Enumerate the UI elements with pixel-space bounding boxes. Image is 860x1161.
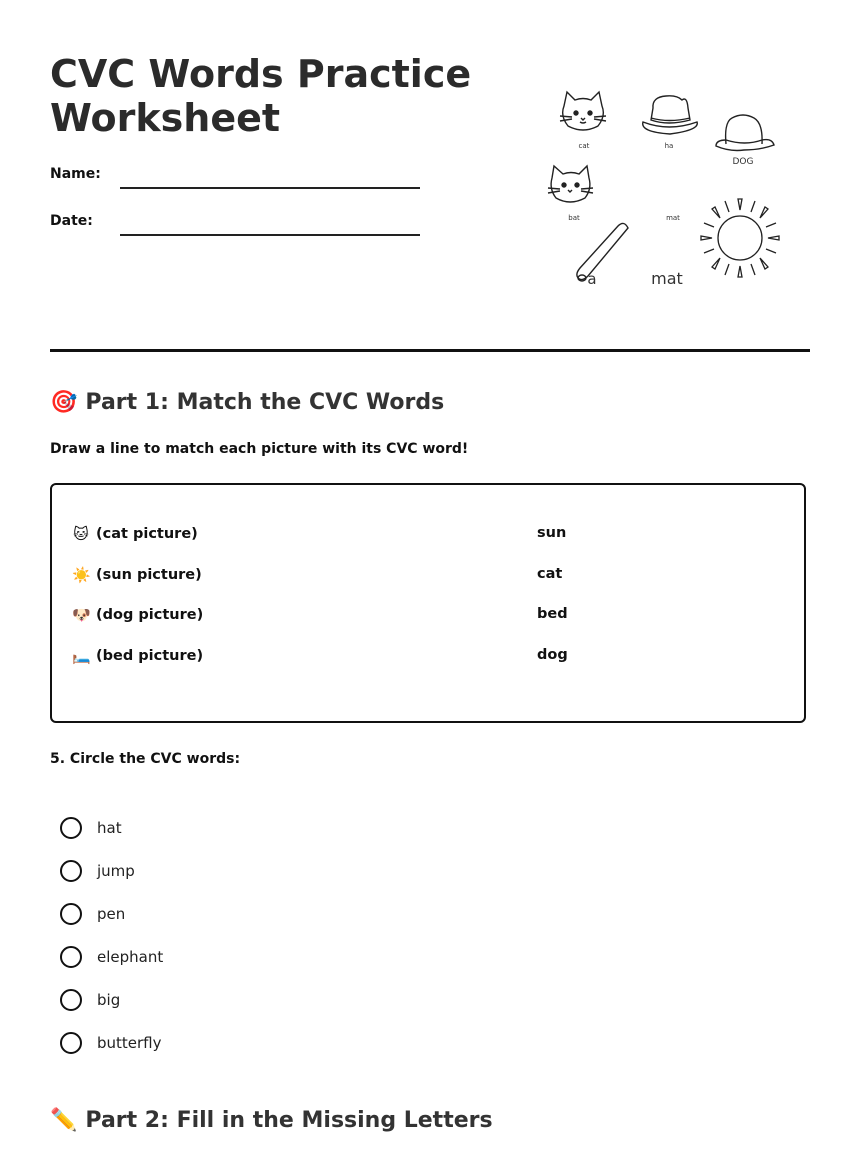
- hat-icon: [643, 96, 698, 134]
- option-elephant[interactable]: [60, 946, 163, 968]
- option-hat[interactable]: [60, 817, 122, 839]
- option-label: jump: [97, 862, 135, 880]
- part1-heading: [50, 390, 444, 415]
- bat-icon: [577, 223, 628, 281]
- option-label: hat: [97, 819, 122, 837]
- bucket-hat-icon: [716, 115, 774, 151]
- option-big[interactable]: [60, 989, 120, 1011]
- option-label: elephant: [97, 948, 164, 966]
- illus-label-mat-small: mat: [666, 214, 680, 222]
- dog-face-icon: 🐶: [72, 606, 91, 624]
- radio-circle[interactable]: [60, 989, 82, 1011]
- radio-circle[interactable]: [60, 860, 82, 882]
- worksheet-title: [50, 52, 490, 140]
- part1-instruction: Draw a line to match each picture with its CVC word!: [50, 441, 469, 457]
- cat-face-icon: 🐱: [73, 525, 89, 543]
- pencil-icon: ✏️: [50, 1107, 78, 1133]
- radio-circle[interactable]: [60, 817, 82, 839]
- sun-emoji-icon: ☀️: [72, 566, 91, 584]
- option-butterfly[interactable]: [60, 1032, 162, 1054]
- illus-label-hat: ha: [664, 142, 674, 150]
- radio-circle[interactable]: [60, 903, 82, 925]
- cat-icon: [548, 166, 593, 202]
- option-label: butterfly: [97, 1034, 162, 1052]
- part2-heading: [50, 1108, 493, 1133]
- part2-title: Part 2: Fill in the Missing Letters: [85, 1108, 493, 1133]
- option-label: big: [97, 991, 121, 1009]
- title-line-1: CVC Words Practice: [50, 52, 472, 96]
- match-picture-label: (dog picture): [96, 607, 204, 623]
- illus-label-dog: DOG: [732, 157, 754, 167]
- match-word-bed[interactable]: bed: [537, 606, 568, 622]
- match-picture-label: (bed picture): [96, 648, 204, 664]
- option-jump[interactable]: [60, 860, 135, 882]
- target-icon: 🎯: [50, 389, 78, 415]
- match-picture-cat[interactable]: [72, 525, 198, 543]
- radio-circle[interactable]: [60, 1032, 82, 1054]
- date-input-line[interactable]: [120, 234, 420, 236]
- illus-label-mat: mat: [651, 269, 683, 288]
- question5-title: 5. Circle the CVC words:: [50, 751, 241, 767]
- option-label: pen: [97, 905, 126, 923]
- match-picture-sun[interactable]: [72, 566, 202, 584]
- illus-label-bat: bat: [568, 214, 580, 222]
- part1-title: Part 1: Match the CVC Words: [85, 390, 445, 415]
- sun-icon: [701, 199, 779, 277]
- match-word-sun[interactable]: sun: [537, 525, 567, 541]
- cat-icon: [560, 92, 606, 130]
- match-picture-label: (cat picture): [96, 526, 198, 542]
- match-picture-dog[interactable]: [72, 606, 203, 624]
- cvc-illustration: [540, 88, 790, 298]
- bed-icon: 🛏️: [72, 647, 91, 665]
- title-line-2: Worksheet: [50, 96, 281, 140]
- date-label: Date:: [50, 213, 93, 229]
- name-label: Name:: [50, 166, 101, 182]
- match-box: [50, 483, 806, 723]
- header-divider: [50, 349, 810, 352]
- option-pen[interactable]: [60, 903, 125, 925]
- radio-circle[interactable]: [60, 946, 82, 968]
- match-picture-label: (sun picture): [96, 567, 202, 583]
- name-input-line[interactable]: [120, 187, 420, 189]
- match-picture-bed[interactable]: [72, 647, 203, 665]
- illus-label-cat: cat: [578, 142, 590, 150]
- illus-label-a: a: [587, 270, 597, 288]
- match-word-dog[interactable]: dog: [537, 647, 568, 663]
- match-word-cat[interactable]: cat: [537, 566, 563, 582]
